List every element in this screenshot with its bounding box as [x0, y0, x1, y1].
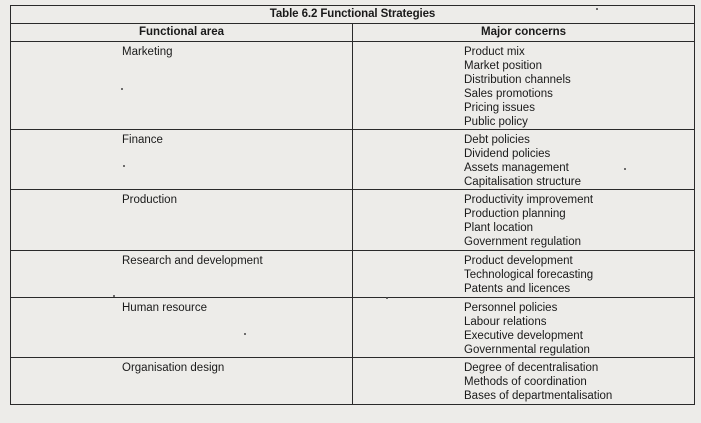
- concern-item: Assets management: [464, 162, 569, 174]
- concern-item: Personnel policies: [464, 302, 558, 314]
- column-header-major-concerns: Major concerns: [353, 24, 695, 42]
- concern-item: Product development: [464, 255, 573, 267]
- major-concerns-cell: [353, 358, 695, 405]
- concern-item: Technological forecasting: [464, 269, 594, 281]
- functional-area-cell: Marketing: [11, 42, 353, 130]
- concern-item: Plant location: [464, 222, 534, 234]
- major-concerns-cell: [353, 298, 695, 358]
- table-caption: Table 6.2 Functional Strategies: [11, 6, 695, 24]
- concern-item: Public policy: [464, 116, 528, 128]
- concern-item: Governmental regulation: [464, 344, 590, 356]
- functional-area-cell: Organisation design: [11, 358, 353, 405]
- scan-speck: [596, 8, 598, 10]
- table-caption-row: [11, 6, 695, 24]
- concern-item: Degree of decentralisation: [464, 362, 599, 374]
- functional-strategies-table: [10, 5, 695, 405]
- table-row: [11, 130, 695, 190]
- concern-item: Executive development: [464, 330, 583, 342]
- concern-item: Government regulation: [464, 236, 581, 248]
- concern-item: Sales promotions: [464, 88, 553, 100]
- table-row: [11, 298, 695, 358]
- major-concerns-cell: [353, 190, 695, 251]
- scan-speck: [121, 88, 123, 90]
- scan-speck: [113, 295, 115, 297]
- scan-speck: [386, 297, 388, 299]
- table-row: [11, 42, 695, 130]
- major-concerns-cell: [353, 251, 695, 298]
- table-header-row: [11, 24, 695, 42]
- scan-speck: [123, 165, 125, 167]
- functional-area-cell: Production: [11, 190, 353, 251]
- concern-item: Capitalisation structure: [464, 176, 581, 188]
- concern-item: Distribution channels: [464, 74, 571, 86]
- concern-item: Pricing issues: [464, 102, 535, 114]
- concern-item: Labour relations: [464, 316, 547, 328]
- table-row: [11, 190, 695, 251]
- concern-item: Methods of coordination: [464, 376, 587, 388]
- concern-item: Debt policies: [464, 134, 530, 146]
- concern-item: Product mix: [464, 46, 525, 58]
- concern-item: Market position: [464, 60, 542, 72]
- concern-item: Productivity improvement: [464, 194, 594, 206]
- concern-item: Patents and licences: [464, 283, 571, 295]
- column-header-functional-area: Functional area: [11, 24, 353, 42]
- concern-item: Bases of departmentalisation: [464, 390, 613, 402]
- functional-area-cell: Research and development: [11, 251, 353, 298]
- concern-item: Production planning: [464, 208, 566, 220]
- major-concerns-cell: [353, 42, 695, 130]
- scan-speck: [624, 168, 626, 170]
- table-row: [11, 251, 695, 298]
- table-row: [11, 358, 695, 405]
- scan-speck: [244, 333, 246, 335]
- functional-area-cell: Finance: [11, 130, 353, 190]
- major-concerns-cell: [353, 130, 695, 190]
- concern-item: Dividend policies: [464, 148, 551, 160]
- functional-area-cell: Human resource: [11, 298, 353, 358]
